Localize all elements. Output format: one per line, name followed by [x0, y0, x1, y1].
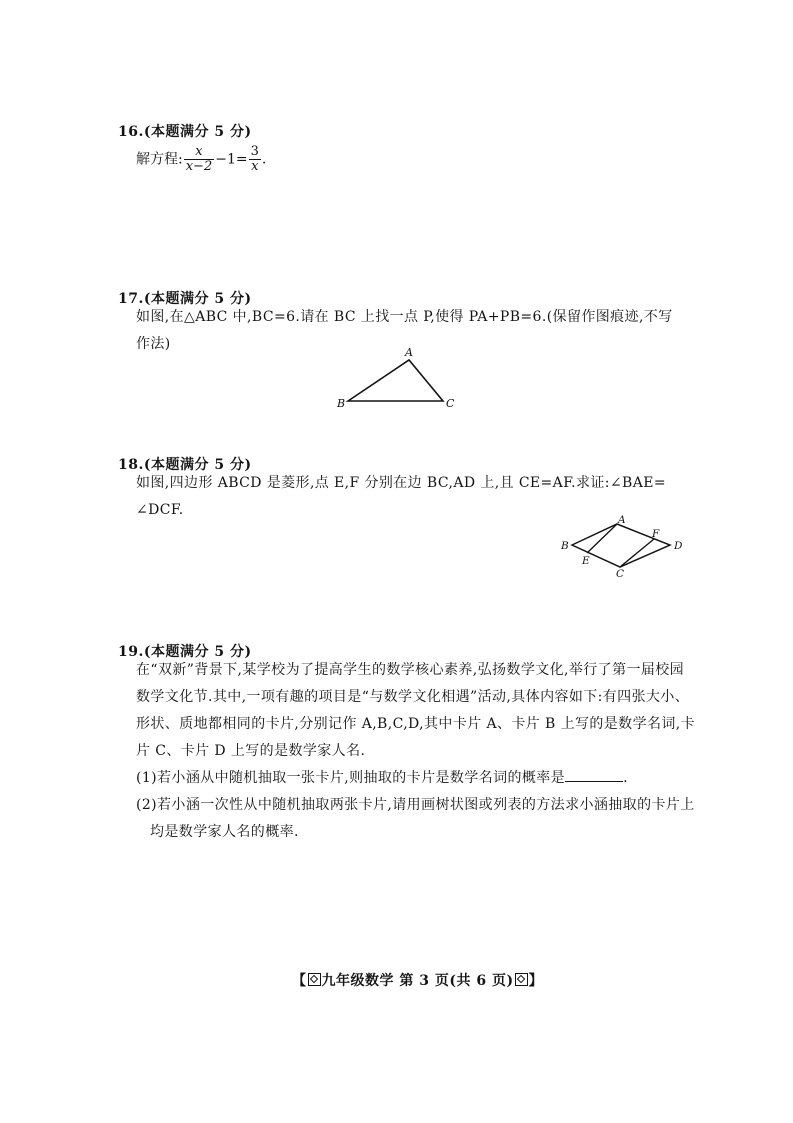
- q16-equation: [136, 145, 266, 174]
- q19-heading: 19.(本题满分 5 分): [118, 644, 252, 660]
- q19-part-1-end: .: [623, 770, 628, 786]
- q17-label-a: A: [405, 346, 413, 359]
- q18-rhombus-figure: [555, 512, 690, 580]
- triangle-abc: [348, 360, 443, 401]
- footer-text: 九年级数学 第 3 页(共 6 页): [321, 973, 514, 989]
- q16-frac2-denominator: x: [249, 159, 261, 174]
- q18-label-a: A: [618, 514, 626, 526]
- seal-icon: [308, 973, 321, 986]
- q18-label-c: C: [616, 568, 625, 580]
- footer-left-bracket: 【: [292, 973, 307, 989]
- footer-right-bracket: 】: [528, 973, 544, 989]
- q18-label-b: B: [561, 540, 569, 552]
- q17-line-2: 作法): [136, 336, 171, 352]
- q19-part-1: [136, 765, 696, 792]
- q16-heading: 16.(本题满分 5 分): [118, 124, 252, 140]
- q19-line-1: 在“双新”背景下,某学校为了提高学生的数学核心素养,弘扬数学文化,举行了第一届校园: [136, 662, 685, 678]
- page-footer: [292, 970, 543, 990]
- segment-ae: [587, 524, 617, 553]
- q18-line-1: 如图,四边形 ABCD 是菱形,点 E,F 分别在边 BC,AD 上,且 CE=AF.求证:∠BAE=: [136, 475, 666, 491]
- q16-frac2-numerator: 3: [250, 144, 259, 159]
- q16-minus-one: −1=: [215, 151, 248, 168]
- q19-text: [136, 657, 696, 846]
- q17-line-1: 如图,在△ABC 中,BC=6.请在 BC 上找一点 P,使得 PA+PB=6.(保留作图痕迹,不写: [136, 309, 673, 325]
- q16-frac1-numerator: x: [195, 144, 203, 159]
- q19-part-2-line-2: 均是数学家人名的概率.: [150, 824, 299, 840]
- q18-label-d: D: [674, 540, 683, 552]
- q17-label-c: C: [446, 397, 455, 410]
- q19-line-4: 片 C、卡片 D 上写的是数学家人名.: [136, 743, 366, 759]
- q18-label-f: F: [652, 528, 660, 540]
- q18-heading: 18.(本题满分 5 分): [118, 457, 252, 473]
- segment-cf: [620, 539, 654, 567]
- q19-line-2: 数学文化节.其中,一项有趣的项目是“与数学文化相遇”活动,具体内容如下:有四张大小、: [136, 689, 690, 705]
- q17-label-b: B: [337, 397, 346, 410]
- q19-part-1-text: (1)若小涵从中随机抽取一张卡片,则抽取的卡片是数学名词的概率是: [136, 770, 566, 786]
- q16-frac1-denominator: x−2: [185, 159, 213, 174]
- q16-fraction-left: [184, 145, 215, 174]
- q18-line-2: ∠DCF.: [136, 502, 184, 518]
- q17-triangle-figure: [330, 340, 470, 415]
- q17-heading: 17.(本题满分 5 分): [118, 291, 252, 307]
- q16-end-period: .: [261, 151, 267, 168]
- q18-label-e: E: [582, 555, 590, 567]
- q19-answer-blank: [565, 767, 623, 782]
- q16-fraction-right: [249, 145, 261, 174]
- q16-prompt: 解方程:: [136, 151, 183, 168]
- q19-line-3: 形状、质地都相同的卡片,分别记作 A,B,C,D,其中卡片 A、卡片 B 上写的是数学名词,卡: [136, 716, 696, 732]
- q19-part-2-line-1: (2)若小涵一次性从中随机抽取两张卡片,请用画树状图或列表的方法求小涵抽取的卡片上: [136, 797, 695, 813]
- seal-icon: [515, 973, 528, 986]
